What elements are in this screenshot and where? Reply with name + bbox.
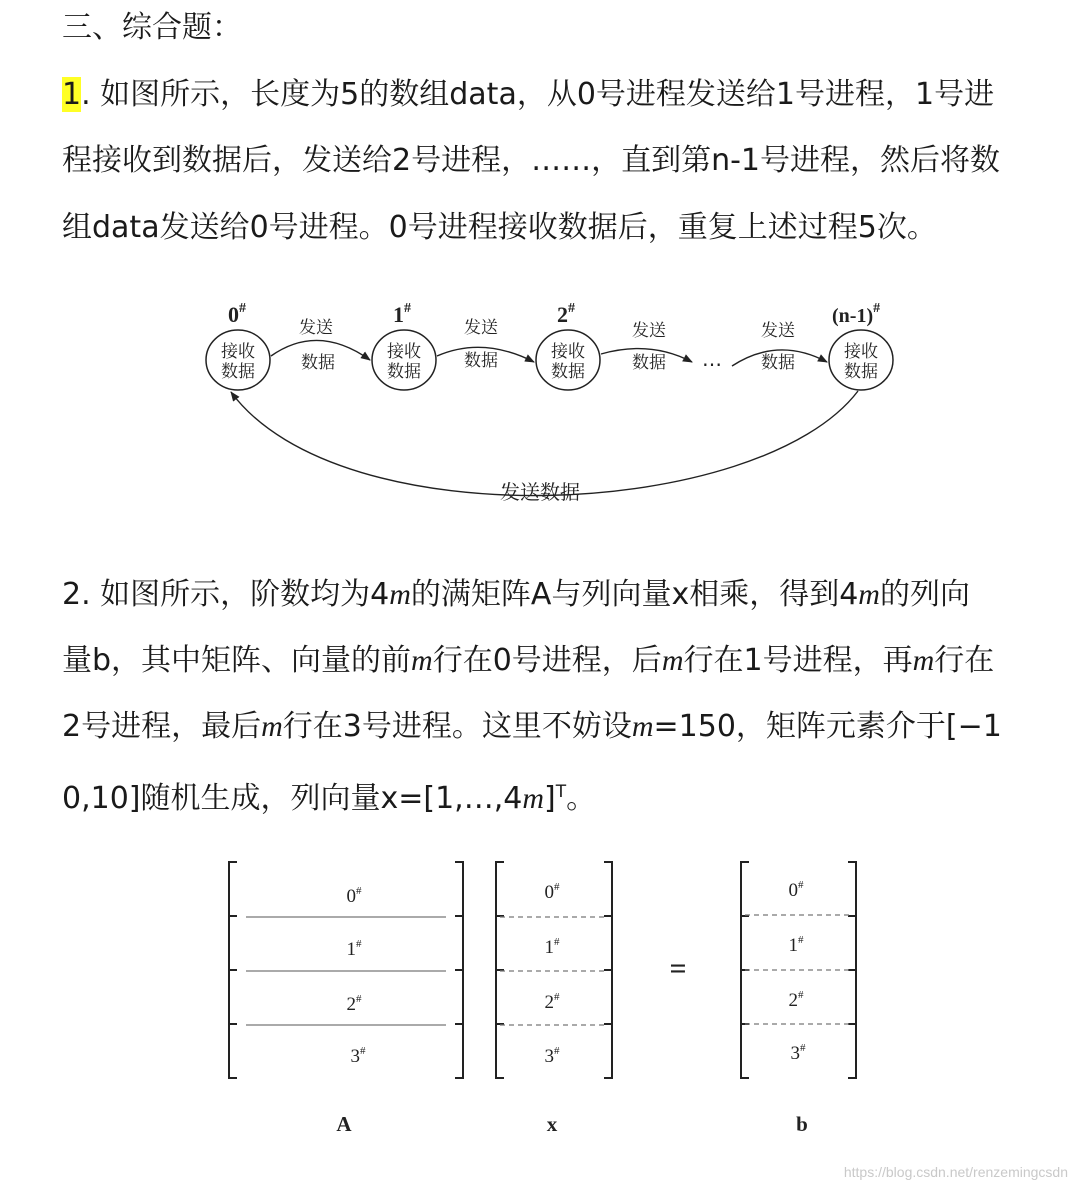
matrix-a-row-3-label: 3#: [350, 1045, 366, 1067]
edge-dots-n-1-label-top: 发送: [761, 321, 795, 341]
vector-x-row-2-label: 2#: [544, 991, 560, 1013]
edge-0-1-label-bottom: 数据: [301, 353, 335, 373]
vector-b-row-1-label: 1#: [788, 934, 804, 956]
vector-b-label: b: [796, 1112, 808, 1136]
question-1-line-3: 组data发送给0号进程。0号进程接收数据后，重复上述过程5次。: [62, 210, 937, 245]
node-1-label: 1#: [393, 301, 411, 327]
equals-sign: =: [669, 952, 687, 985]
section-title: 三、综合题：: [62, 10, 242, 45]
node-n-1-text-2: 数据: [844, 362, 878, 382]
question-2-line-1: 2. 如图所示，阶数均为4m的满矩阵A与列向量x相乘，得到4m的列向: [62, 577, 970, 612]
node-2-text-2: 数据: [551, 362, 585, 382]
node-2-text-1: 接收: [551, 342, 585, 362]
matrix-a-row-1-label: 1#: [346, 938, 362, 960]
ellipsis: …: [702, 347, 722, 371]
edge-1-2-label-bottom: 数据: [464, 351, 498, 371]
watermark: https://blog.csdn.net/renzemingcsdn: [843, 1164, 1068, 1180]
question-2-line-2: 量b，其中矩阵、向量的前m行在0号进程，后m行在1号进程，再m行在: [62, 643, 995, 678]
question-2-line-4: 0,10]随机生成，列向量x=[1,…,4m]$^T$。: [62, 781, 597, 816]
node-2-label: 2#: [557, 301, 575, 327]
vector-x-row-0-label: 0#: [544, 881, 560, 903]
return-edge-label: 发送数据: [500, 480, 580, 504]
matrix-a-row-2-label: 2#: [346, 993, 362, 1015]
node-n-1-text-1: 接收: [844, 342, 878, 362]
vector-b-row-0-label: 0#: [788, 879, 804, 901]
matrix-a-label: A: [336, 1112, 352, 1136]
question-1-number: 1: [62, 77, 82, 112]
question-1-line-2: 程接收到数据后，发送给2号进程，……，直到第n-1号进程，然后将数: [62, 143, 1001, 178]
matrix-a-row-0-label: 0#: [346, 885, 362, 907]
node-1-text-1: 接收: [387, 342, 421, 362]
node-1-text-2: 数据: [387, 362, 421, 382]
question-1-text-1: . 如图所示，长度为5的数组data，从0号进程发送给1号进程，1号进: [81, 77, 995, 112]
edge-1-2-label-top: 发送: [464, 318, 498, 338]
node-n-1-label: (n-1)#: [832, 301, 881, 327]
edge-2-dots-label-bottom: 数据: [632, 353, 666, 373]
node-0-text-1: 接收: [221, 342, 255, 362]
vector-x-row-1-label: 1#: [544, 936, 560, 958]
question-2-line-3: 2号进程，最后m行在3号进程。这里不妨设m=150，矩阵元素介于[−1: [62, 709, 1002, 744]
vector-b-row-3-label: 3#: [790, 1042, 806, 1064]
vector-x-row-3-label: 3#: [544, 1045, 560, 1067]
edge-0-1-label-top: 发送: [299, 318, 333, 338]
edge-2-dots-label-top: 发送: [632, 321, 666, 341]
vector-x-label: x: [546, 1112, 558, 1136]
vector-b-row-2-label: 2#: [788, 989, 804, 1011]
edge-dots-n-1-label-bottom: 数据: [761, 353, 795, 373]
node-0-text-2: 数据: [221, 362, 255, 382]
node-0-label: 0#: [228, 301, 246, 327]
